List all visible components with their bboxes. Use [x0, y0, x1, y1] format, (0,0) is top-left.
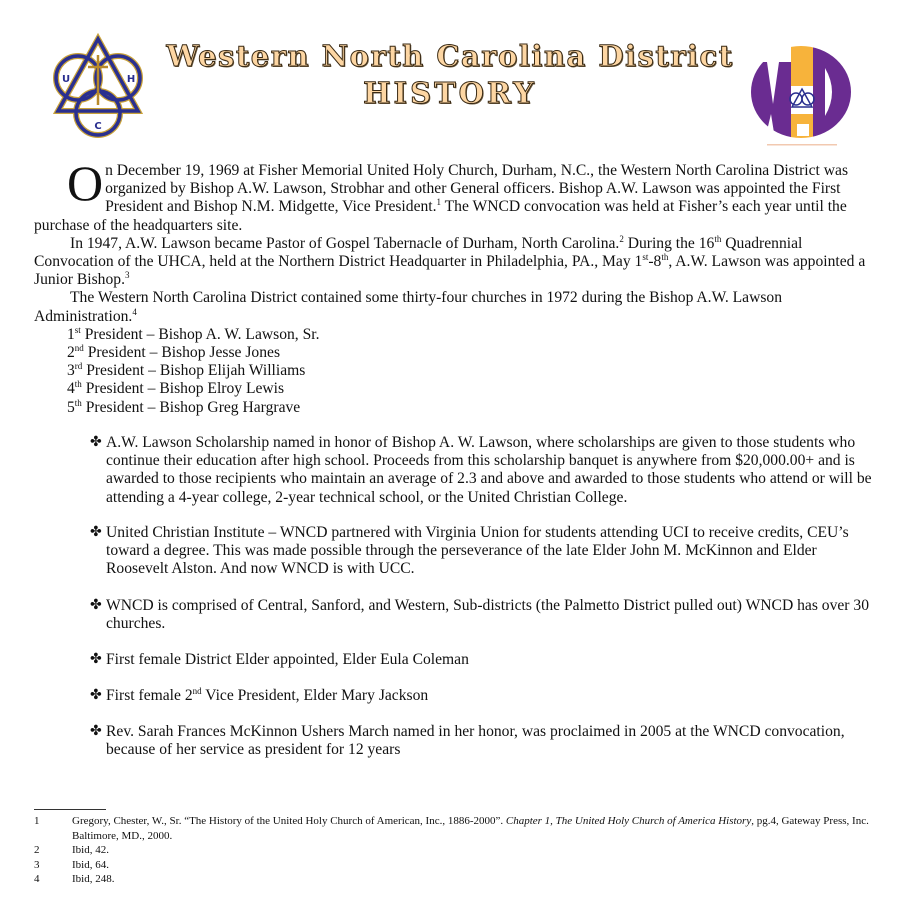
footnote-divider: [34, 809, 106, 810]
highlight-item: ✤ United Christian Institute – WNCD partnered with Virginia Union for students attending UCI to receive credits, CEU’s toward a degree. This was made possible through the perseverance of the late Elder John M. McKinnon and Elder Roosevelt Alston. And now WNCD is with UCC.: [90, 524, 849, 578]
highlight-item: ✤ A.W. Lawson Scholarship named in honor of Bishop A. W. Lawson, where scholarships are given to those students who continue their education after high school. Proceeds from this scholarship banquet is anywhere from $20,000.00+ and is awarded to those recipients who maintain an average of 2.3 and above and awarded to those students who attend or will be attending a 4-year college, 2-year technical school, or the United Christian College.: [90, 434, 872, 506]
footnote-ref[interactable]: 3: [124, 270, 130, 281]
footnotes: [34, 814, 874, 887]
clover-bullet-icon: ✤: [90, 598, 102, 613]
president-item: 4th President – Bishop Elroy Lewis: [67, 379, 285, 398]
highlight-item: ✤ Rev. Sarah Frances McKinnon Ushers March named in her honor, was proclaimed in 2005 at the WNCD convocation, because of her service as president for 12 years: [90, 723, 845, 759]
president-item: 3rd President – Bishop Elijah Williams: [67, 361, 306, 380]
footnote-ref[interactable]: 4: [132, 306, 137, 317]
highlight-item: ✤ WNCD is comprised of Central, Sanford, and Western, Sub-districts (the Palmetto District pulled out) WNCD has over 30 churches.: [90, 597, 869, 633]
footnote-item: 4 Ibid, 248.: [34, 873, 115, 885]
president-item: 1st President – Bishop A. W. Lawson, Sr.: [67, 324, 320, 343]
title-line-district: Western North Carolina District: [166, 39, 734, 73]
svg-text:H: H: [126, 74, 136, 85]
intro-paragraph: On December 19, 1969 at Fisher Memorial United Holy Church, Durham, N.C., the Western North Carolina District was organized by Bishop A.W. Lawson, Strobhar and other General officers. Bishop A.W. Lawson was appointed the First President and Bishop N.M. Midgette, Vice President.$^1$ The WNCD convocation was held at Fisher’s each year until the purchase of the headquarters site.: [34, 155, 849, 234]
title-line-history: HISTORY: [363, 76, 537, 110]
footnote-ref[interactable]: 1: [436, 197, 442, 208]
paragraph-churches-1972: The Western North Carolina District contained some thirty-four churches in 1972 during the Bishop A.W. Lawson Administration.$^4$: [34, 289, 783, 325]
footnote-item: 3 Ibid, 64.: [34, 858, 109, 871]
footnote-item: 1 Gregory, Chester, W., Sr. “The History of the United Holy Church of American, Inc., 1886-2000”. Chapter 1, The United Holy Church of America History, pg.4, Gateway Press, Inc. Baltimore, MD., 2000.: [34, 815, 869, 842]
highlight-item: ✤ First female District Elder appointed, Elder Eula Coleman: [90, 651, 469, 668]
uhca-emblem-icon: [48, 33, 148, 141]
history-body: [34, 155, 874, 417]
highlight-item: ✤ First female 2nd Vice President, Elder Mary Jackson: [90, 686, 429, 704]
clover-bullet-icon: ✤: [90, 688, 102, 703]
footnote-item: 2 Ibid, 42.: [34, 844, 109, 856]
paragraph-lawson-pastor: In 1947, A.W. Lawson became Pastor of Gospel Tabernacle of Durham, North Carolina.$^2$ During the 16th Quadrennial Convocation of the UHCA, held at the Northern District Headquarter in Philadelphia, PA., May 1st-8th, A.W. Lawson was appointed a Junior Bishop.$^3$: [34, 233, 866, 289]
page-title: [150, 39, 750, 110]
drop-cap: O: [67, 155, 104, 211]
svg-text:U: U: [61, 74, 71, 85]
clover-bullet-icon: ✤: [90, 525, 102, 540]
clover-bullet-icon: ✤: [90, 435, 102, 450]
wncd-logo-icon: [747, 44, 855, 148]
president-item: 5th President – Bishop Greg Hargrave: [67, 397, 301, 416]
clover-bullet-icon: ✤: [90, 724, 102, 739]
clover-bullet-icon: ✤: [90, 652, 102, 667]
footnote-ref[interactable]: 2: [619, 233, 624, 244]
president-item: 2nd President – Bishop Jesse Jones: [67, 343, 281, 362]
svg-text:C: C: [94, 121, 102, 132]
presidents-list: [34, 326, 874, 417]
